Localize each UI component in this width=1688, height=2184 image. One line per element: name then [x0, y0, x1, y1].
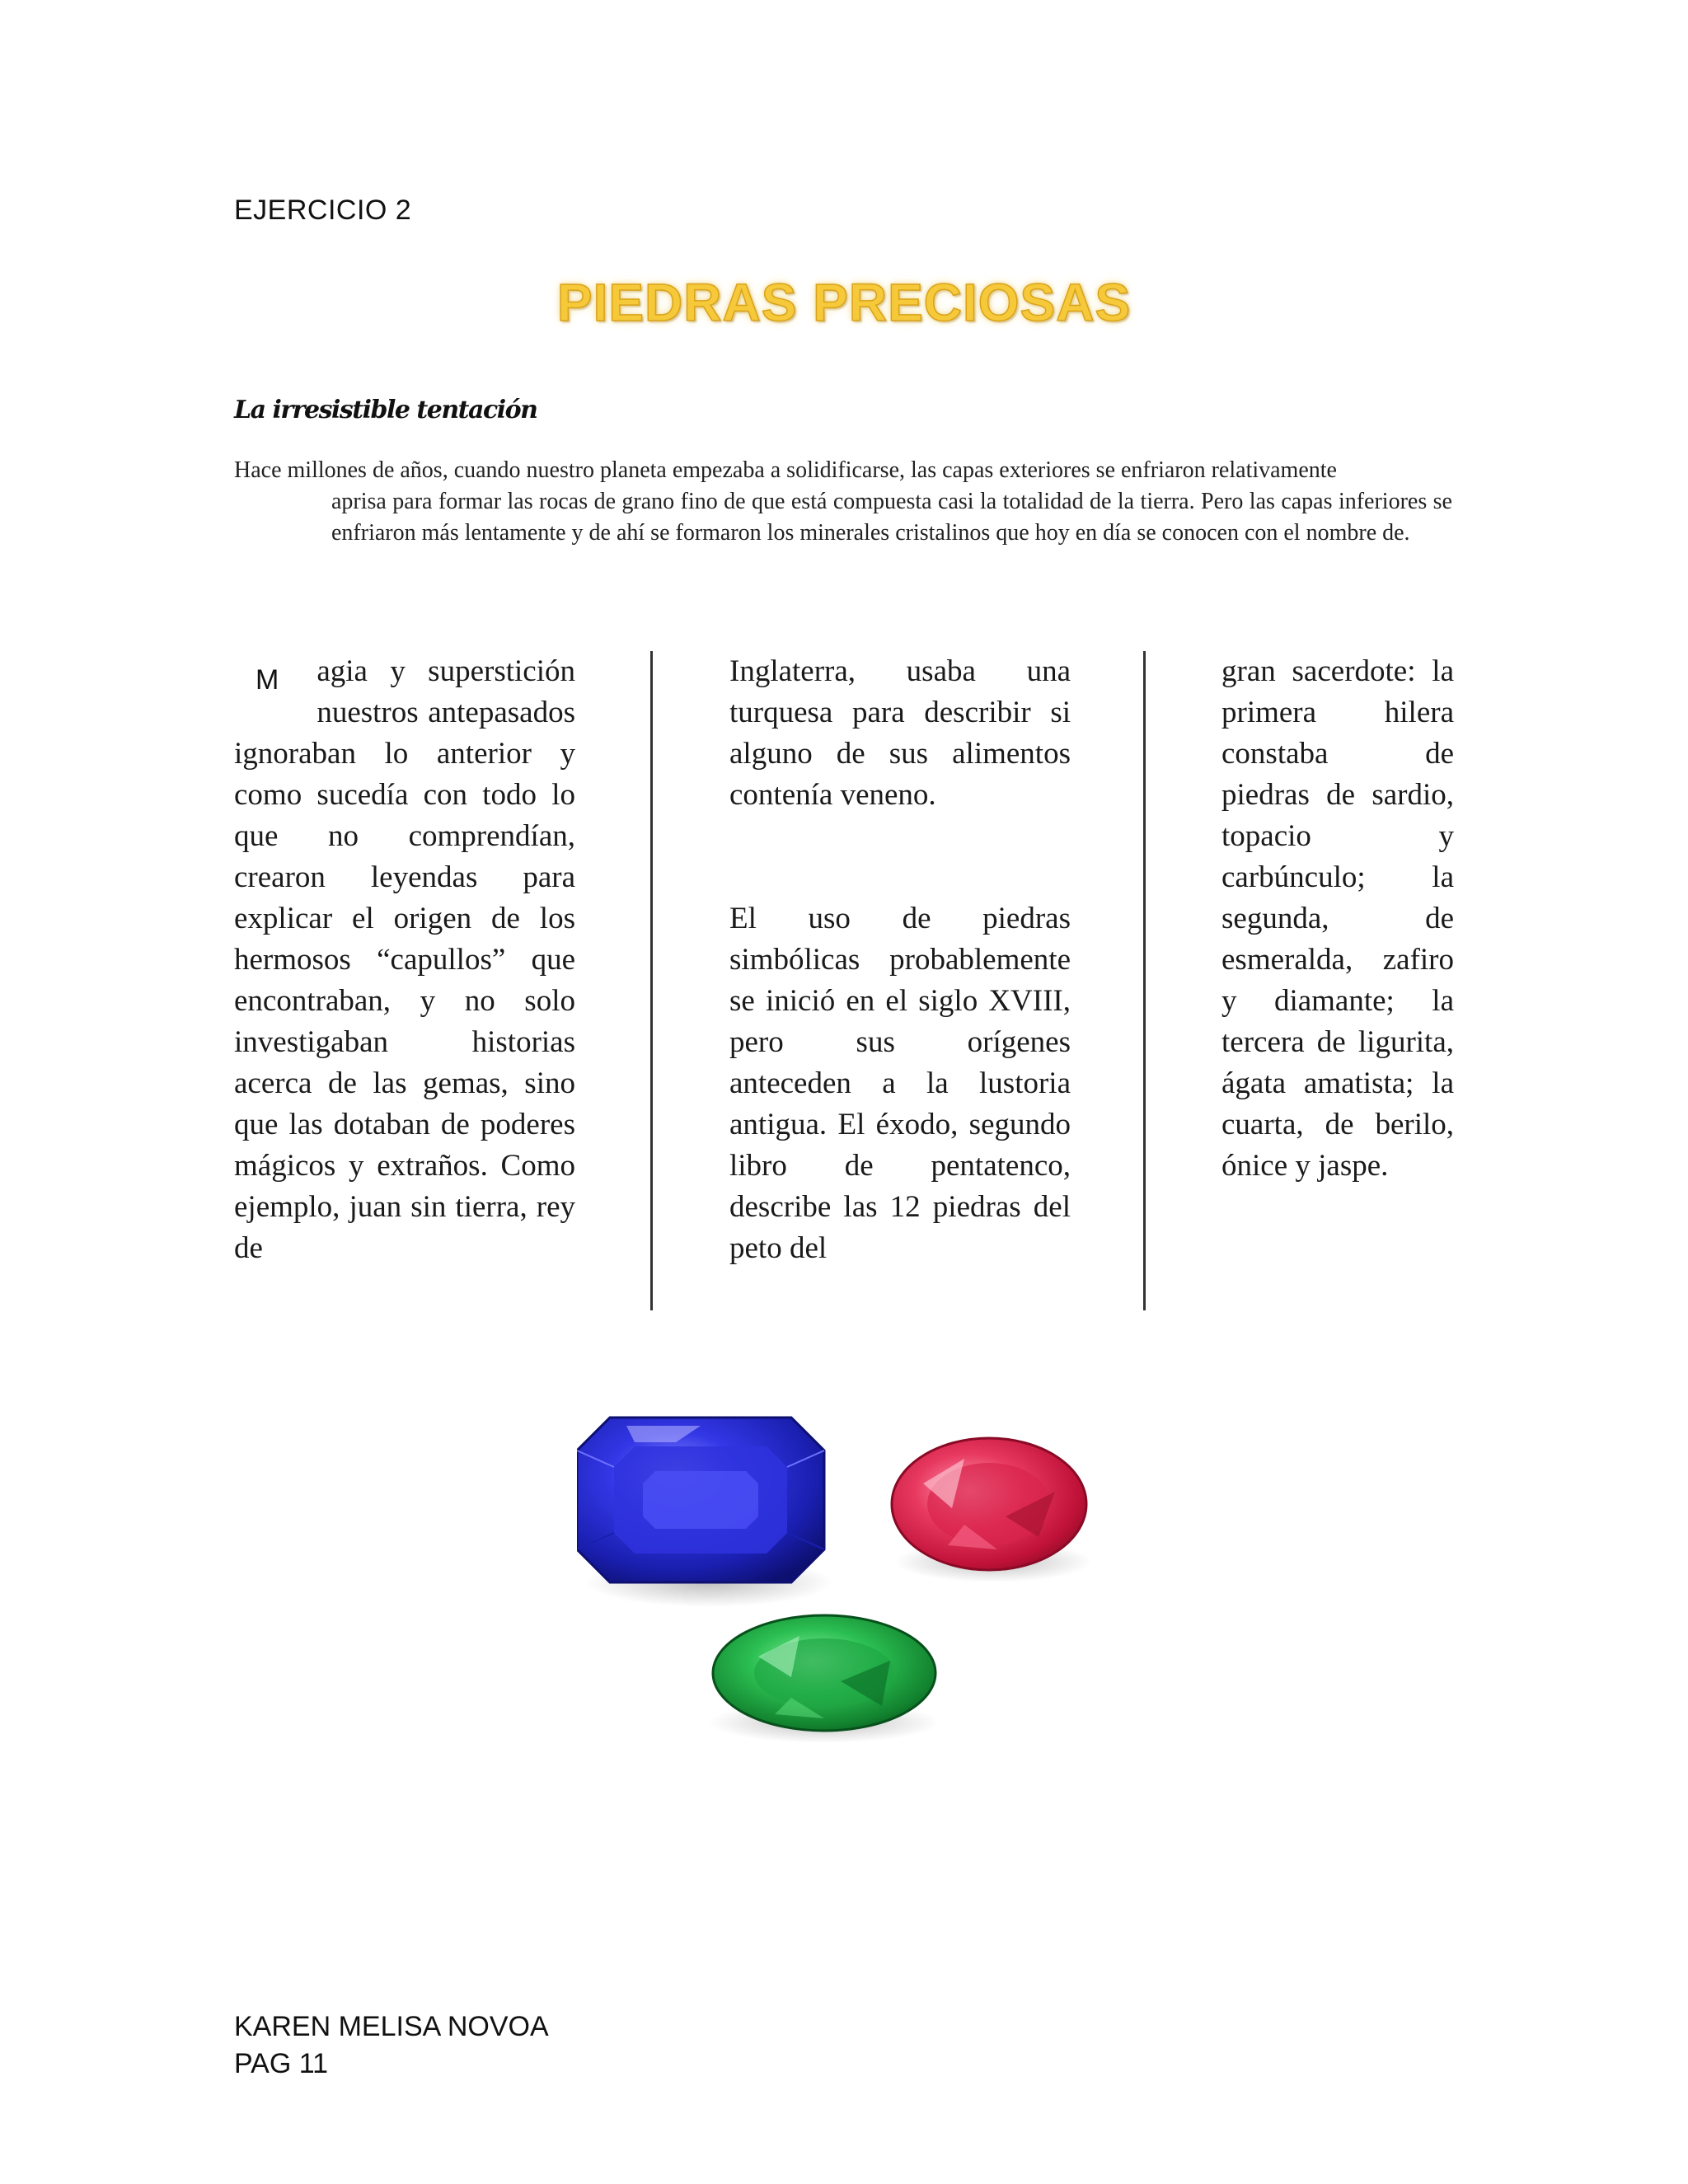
intro-rest: aprisa para formar las rocas de grano fino de que está compuesta casi la totalidad de la tierra. Pero las capas inferiores se enfriaron más lentamente y de ahí se formaron los minerales cristalinos que hoy en día se conocen con el nombre de. — [331, 489, 1452, 546]
column-3-text: gran sacerdote: la primera hilera constaba de piedras de sardio, topacio y carbúnculo; la segunda, de esmeralda, zafiro y diamante; la tercera de ligurita, ágata amatista; la cuarta, de berilo, ónice y jaspe. — [1221, 654, 1454, 1183]
column-2-paragraph-1: Inglaterra, usaba una turquesa para describir si alguno de sus alimentos contenía veneno. — [729, 654, 1071, 812]
intro-first-line: Hace millones de años, cuando nuestro planeta empezaba a solidificarse, las capas exteriores se enfriaron relativamente — [234, 457, 1337, 483]
exercise-label: EJERCICIO 2 — [234, 194, 412, 226]
page-number: PAG 11 — [234, 2048, 329, 2079]
column-3 — [1221, 651, 1454, 1187]
page-title: PIEDRAS PRECIOSAS — [556, 273, 1132, 332]
column-1 — [234, 651, 575, 1269]
gemstones-image — [577, 1393, 1113, 1772]
column-1-text: agia y superstición nuestros antepasados ignoraban lo anterior y como sucedía con todo lo que no comprendían, crearon leyendas para explicar el origen de los hermosos “capullos” que encontraban, y no solo investigaban historias acerca de las gemas, sino que las dotaban de poderes mágicos y extraños. Como ejemplo, juan sin tierra, rey de — [234, 654, 575, 1265]
column-2 — [729, 651, 1303, 1269]
emerald-gem — [713, 1615, 935, 1731]
column-divider — [650, 651, 653, 1310]
sapphire-gem — [577, 1418, 824, 1582]
section-subtitle: La irresistible tentación — [234, 396, 537, 424]
intro-paragraph — [234, 455, 1452, 549]
column-2-paragraph-2: El uso de piedras simbólicas probablemente se inició en el siglo XVIII, pero sus orígenes anteceden a la lustoria antigua. El éxodo, segundo libro de pentatenco, describe las 12 piedras del peto del — [729, 902, 1071, 1265]
ruby-gem — [892, 1438, 1086, 1570]
author-name: KAREN MELISA NOVOA — [234, 2011, 549, 2042]
column-divider — [1143, 651, 1146, 1310]
drop-cap: M — [256, 664, 279, 696]
